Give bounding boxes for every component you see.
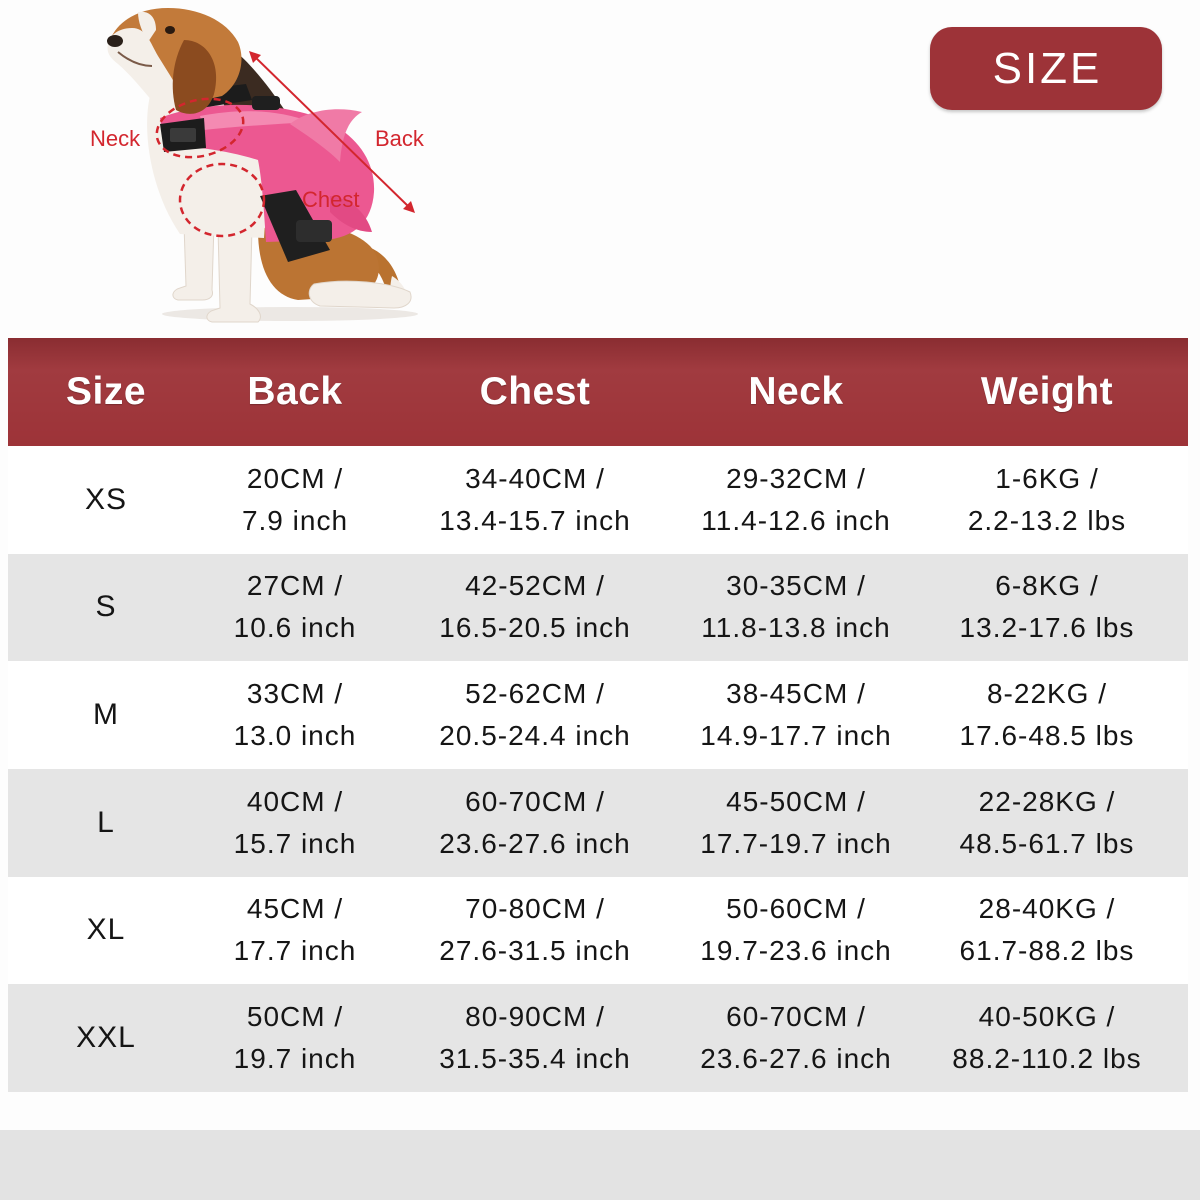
size-cell: [16, 554, 196, 662]
neck-imperial-value: 11.8-13.8 inch: [701, 612, 891, 644]
weight-metric-value: 28-40KG /: [978, 893, 1116, 925]
neck-metric-value: 50-60CM /: [726, 893, 866, 925]
header-size: [16, 338, 196, 446]
size-cell: [16, 984, 196, 1092]
dog-front-leg-right: [207, 228, 261, 322]
dog-front-leg-left: [173, 224, 214, 300]
table-row: [8, 984, 1188, 1092]
weight-imperial-value: 48.5-61.7 lbs: [959, 827, 1135, 859]
dog-nose: [107, 35, 123, 47]
back-cell: [185, 984, 405, 1092]
neck-imperial-value: 11.4-12.6 inch: [701, 504, 891, 536]
header-chest-label: Chest: [479, 370, 591, 413]
size-cell: [16, 661, 196, 769]
neck-cell: [676, 877, 916, 985]
weight-metric-value: 40-50KG /: [978, 1001, 1116, 1033]
back-imperial-value: 19.7 inch: [233, 1043, 357, 1075]
chest-imperial-value: 27.6-31.5 inch: [439, 935, 631, 967]
neck-metric-value: 38-45CM /: [726, 678, 866, 710]
footer-band: [0, 1130, 1200, 1200]
vest-handle: [252, 96, 280, 110]
back-imperial-value: 7.9 inch: [241, 504, 349, 536]
weight-cell: [927, 554, 1167, 662]
neck-metric-value: 60-70CM /: [726, 1001, 866, 1033]
back-metric-value: 45CM /: [246, 893, 344, 925]
back-imperial-value: 13.0 inch: [233, 720, 357, 752]
back-cell: [185, 877, 405, 985]
dog-figure: [0, 0, 440, 335]
size-label: XL: [86, 913, 126, 947]
size-label: S: [95, 590, 117, 624]
neck-imperial-value: 23.6-27.6 inch: [700, 1043, 892, 1075]
table-row: [8, 554, 1188, 662]
weight-cell: [927, 984, 1167, 1092]
size-badge-text: SIZE: [992, 43, 1103, 93]
header-chest: [415, 338, 655, 446]
chest-imperial-value: 20.5-24.4 inch: [439, 720, 631, 752]
chest-imperial-value: 16.5-20.5 inch: [439, 612, 631, 644]
chest-imperial-value: 31.5-35.4 inch: [439, 1043, 631, 1075]
belly-buckle: [296, 220, 332, 242]
chest-cell: [415, 661, 655, 769]
chest-measure-label: Chest: [302, 187, 360, 212]
buckle-clip: [170, 128, 196, 142]
size-table-body: [8, 446, 1188, 1092]
weight-cell: [927, 446, 1167, 554]
back-imperial-value: 17.7 inch: [233, 935, 357, 967]
weight-metric-value: 8-22KG /: [986, 678, 1108, 710]
weight-metric-value: 6-8KG /: [995, 570, 1099, 602]
chest-metric-value: 52-62CM /: [465, 678, 605, 710]
back-metric-value: 40CM /: [246, 785, 344, 817]
table-row: [8, 769, 1188, 877]
back-cell: [185, 769, 405, 877]
dog-eye: [165, 26, 175, 34]
size-cell: [16, 769, 196, 877]
neck-imperial-value: 19.7-23.6 inch: [700, 935, 892, 967]
size-label: XXL: [76, 1021, 136, 1055]
chest-metric-value: 70-80CM /: [465, 893, 605, 925]
neck-metric-value: 45-50CM /: [726, 785, 866, 817]
size-table-header: [8, 338, 1188, 446]
weight-imperial-value: 88.2-110.2 lbs: [952, 1043, 1142, 1075]
size-label: M: [93, 698, 119, 732]
chest-metric-value: 34-40CM /: [465, 462, 605, 494]
back-imperial-value: 10.6 inch: [233, 612, 357, 644]
weight-metric-value: 22-28KG /: [978, 785, 1116, 817]
header-size-label: Size: [65, 370, 147, 413]
header-neck-label: Neck: [748, 370, 844, 413]
back-imperial-value: 15.7 inch: [233, 827, 357, 859]
neck-imperial-value: 14.9-17.7 inch: [700, 720, 892, 752]
chest-cell: [415, 769, 655, 877]
neck-measure-label: Neck: [90, 126, 141, 151]
size-cell: [16, 446, 196, 554]
chest-imperial-value: 23.6-27.6 inch: [439, 827, 631, 859]
chest-metric-value: 42-52CM /: [465, 570, 605, 602]
neck-cell: [676, 769, 916, 877]
header-neck: [676, 338, 916, 446]
weight-imperial-value: 17.6-48.5 lbs: [959, 720, 1135, 752]
chest-metric-value: 80-90CM /: [465, 1001, 605, 1033]
neck-cell: [676, 446, 916, 554]
weight-cell: [927, 769, 1167, 877]
back-metric-value: 33CM /: [246, 678, 344, 710]
size-cell: [16, 877, 196, 985]
neck-metric-value: 29-32CM /: [726, 462, 866, 494]
weight-cell: [927, 661, 1167, 769]
header-weight: [927, 338, 1167, 446]
weight-cell: [927, 877, 1167, 985]
measurement-figure: [0, 0, 440, 335]
weight-imperial-value: 13.2-17.6 lbs: [959, 612, 1135, 644]
size-label: XS: [84, 482, 128, 516]
chest-imperial-value: 13.4-15.7 inch: [439, 504, 631, 536]
chest-cell: [415, 446, 655, 554]
size-label: L: [97, 805, 115, 839]
weight-imperial-value: 2.2-13.2 lbs: [967, 504, 1127, 536]
back-metric-value: 27CM /: [246, 570, 344, 602]
table-row: [8, 446, 1188, 554]
size-badge: [930, 27, 1162, 110]
back-cell: [185, 446, 405, 554]
neck-metric-value: 30-35CM /: [726, 570, 866, 602]
neck-cell: [676, 661, 916, 769]
neck-imperial-value: 17.7-19.7 inch: [700, 827, 892, 859]
back-measure-label: Back: [375, 126, 424, 151]
table-row: [8, 661, 1188, 769]
weight-metric-value: 1-6KG /: [995, 462, 1099, 494]
back-cell: [185, 554, 405, 662]
neck-cell: [676, 554, 916, 662]
header-back-label: Back: [247, 370, 343, 413]
table-row: [8, 877, 1188, 985]
ground-shadow: [162, 307, 418, 321]
chest-cell: [415, 554, 655, 662]
header-back: [185, 338, 405, 446]
chest-metric-value: 60-70CM /: [465, 785, 605, 817]
chest-cell: [415, 984, 655, 1092]
chest-cell: [415, 877, 655, 985]
back-metric-value: 50CM /: [246, 1001, 344, 1033]
back-metric-value: 20CM /: [246, 462, 344, 494]
back-cell: [185, 661, 405, 769]
weight-imperial-value: 61.7-88.2 lbs: [959, 935, 1135, 967]
neck-cell: [676, 984, 916, 1092]
header-weight-label: Weight: [980, 370, 1114, 413]
